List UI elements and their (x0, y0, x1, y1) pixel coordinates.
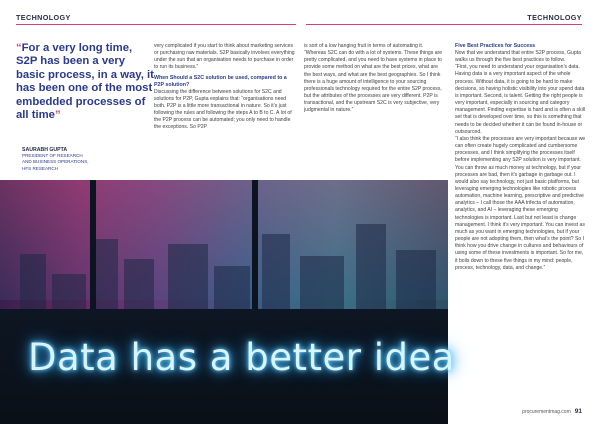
open-quote-mark: “ (16, 42, 22, 54)
building (124, 259, 154, 314)
building (262, 234, 290, 314)
column-1-paragraph: very complicated if you start to think about marketing services or purchasing raw materials. S2P basically involves everything under the sun that an organisation needs to purchase in order to run its business.” (154, 43, 295, 71)
page-number: 91 (574, 408, 582, 415)
attribution-title-2: AND BUSINESS OPERATIONS, (22, 159, 89, 165)
building (214, 266, 250, 314)
building (396, 250, 436, 314)
pullquote (16, 42, 154, 122)
right-section-tag: TECHNOLOGY (527, 13, 582, 22)
neon-sign-text: Data has a better idea (28, 336, 455, 379)
attribution-title-3: HFS RESEARCH (22, 165, 58, 171)
column-3-paragraph: Now that we understand that entire S2P process, Gupta walks us through the five best practices to follow. (455, 50, 581, 64)
column-3-heading: Five Best Practices for Success (455, 43, 536, 49)
footer-site: procurementmag.com (522, 409, 571, 415)
column-1 (154, 43, 296, 132)
column-1-heading: When Should a S2C solution be used, compared to a P2P solution? (154, 74, 287, 88)
window-frame (90, 180, 96, 320)
building (300, 256, 344, 314)
column-1-paragraph-2: Discussing the difference between solutions for S2C and solutions for P2P, Gupta explains that: “organisations need both. P2P is a little more transactional in nature. So it’s just following the rules and following the steps A to B to C. A lot of the P2P process can be automated; you only need to handle the exceptions. So P2P (154, 88, 292, 131)
attribution-title-1: PRESIDENT OF RESEARCH (22, 153, 83, 159)
attribution-name: SAURABH GUPTA (22, 147, 68, 153)
building (96, 239, 118, 314)
left-section-tag: TECHNOLOGY (16, 13, 71, 22)
column-3-paragraph-3: “I also think the processes are very important because we can often create hugely complicated and cumbersome processes, and I think simplifying the processes itself before implementing any S2P solution is very important. You can throw as much money at technology, but if your processes are bad, then it’s garbage in garbage out. I would also say technology, not just basic platforms, but leveraging emerging technologies like robotic process automation, machine learning, prescriptive and predictive analytics – I call those the AAA trifecta of automation, analytics, and AI – leveraging these emerging technologies is important. Last but not least is change management. I think it’s very important. You can invest as much as you want in emerging technologies, but if your people are not adopting them, then what’s the point? So I think how you drive change in cultures and behaviours of using some of these investments is important. So for me, it boils down to these five things in my mind: people, process, technology, data, and change.” (455, 135, 586, 271)
column-2-paragraph: is sort of a low hanging fruit in terms of automating it. (304, 43, 424, 49)
close-quote-mark: ” (54, 109, 61, 122)
building (52, 274, 86, 314)
attribution (22, 147, 142, 172)
column-2-paragraph-2: “Whereas S2C can do with a lot of systems. These things are pretty complicated, and you need to have systems in place to provide some method on what are the best prices, what are the best ways, and what are the best geographies. So I think there is a huge amount of intelligence to your sourcing professionals technology required for the entire S2P process, but the attributes of the processes are very different. P2P is transactional, and the upstream S2C is very subjective, very judgmental in nature.” (304, 50, 443, 114)
city-neon-photo (0, 180, 448, 424)
column-2 (304, 43, 446, 115)
building (20, 254, 46, 314)
right-header-rule (306, 24, 582, 25)
column-3-paragraph-2: “First, you need to understand your organisation’s data. Having data is a very important aspect of the whole process. Without data, it is going to be hard to make decisions, so having holistic visibility into your spend data is important. Second, is talent. Getting the right people is very important, especially in sourcing and category management. Finding expertise is hard and is often a skill set that is developed over time, so this is something that needs to be decided whether it can be found in-house or outsourced. (455, 64, 585, 135)
building (168, 244, 208, 314)
left-header-rule (16, 24, 296, 25)
page-footer (522, 408, 582, 415)
window-frame (252, 180, 258, 320)
building (356, 224, 386, 314)
pullquote-text: For a very long time, S2P has been a very basic process, in a way, it has been one of the most embedded processes of all time (16, 42, 154, 122)
column-3 (455, 43, 587, 272)
